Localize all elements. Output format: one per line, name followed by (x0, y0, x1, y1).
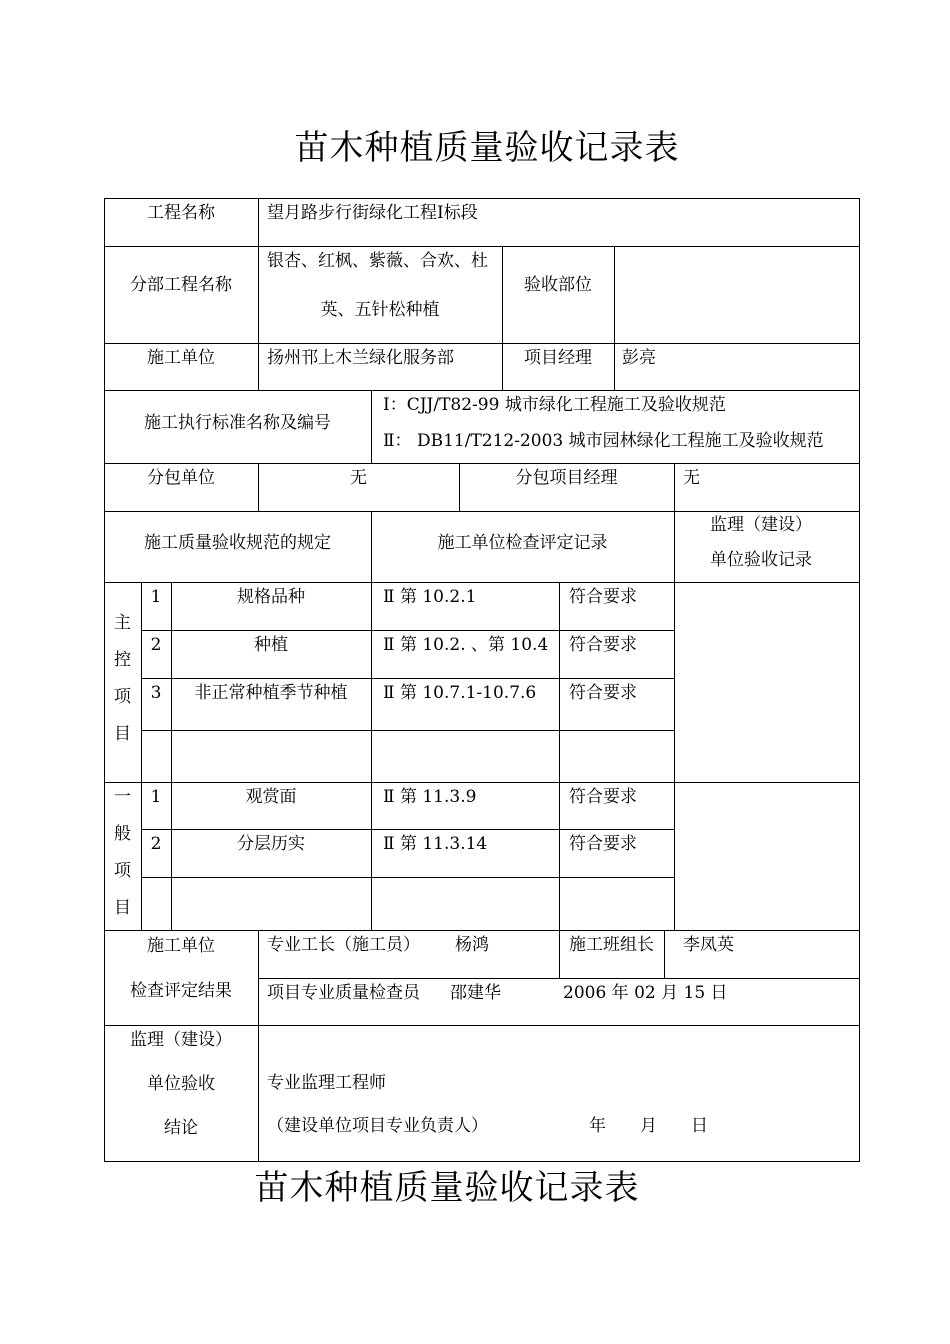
table-rule (258, 930, 259, 1162)
table-rule (141, 678, 674, 679)
table-rule (104, 930, 860, 931)
table-rule (258, 198, 259, 391)
row-number: 3 (150, 683, 162, 703)
row-number: 1 (150, 787, 162, 807)
contractor-label: 施工单位 (147, 348, 215, 368)
table-rule (371, 390, 372, 464)
table-rule (664, 930, 665, 979)
row-number: 2 (150, 635, 162, 655)
foreman-value: 杨鸿 (455, 935, 489, 955)
subcontractor-value: 无 (350, 468, 367, 488)
table-rule (559, 930, 560, 979)
page-title: 苗木种植质量验收记录表 (294, 128, 680, 168)
table-rule (859, 198, 860, 1162)
row-item: 种植 (254, 635, 288, 655)
sub-pm-label: 分包项目经理 (515, 468, 618, 488)
table-rule (104, 343, 860, 344)
main-items-group-label: 项 (114, 687, 131, 707)
spec-header: 施工质量验收规范的规定 (144, 533, 331, 553)
contractor-value: 扬州邗上木兰绿化服务部 (267, 348, 454, 368)
general-items-group-label: 般 (114, 824, 131, 844)
row-result: 符合要求 (569, 683, 637, 703)
table-rule (141, 829, 674, 830)
table-rule (104, 1161, 860, 1162)
row-result: 符合要求 (569, 834, 637, 854)
row-clause: Ⅱ 第 11.3.14 (383, 834, 488, 854)
standard-line2: Ⅱ： DB11/T212-2003 城市园林绿化工程施工及验收规范 (383, 431, 824, 451)
row-result: 符合要求 (569, 587, 637, 607)
project-manager-value: 彭亮 (622, 348, 656, 368)
row-item: 非正常种植季节种植 (194, 683, 348, 703)
table-rule (141, 630, 674, 631)
main-items-group-label: 目 (114, 724, 131, 744)
supervision-label-line1: 监理（建设） (130, 1030, 232, 1050)
table-rule (559, 582, 560, 931)
sub-project-label: 分部工程名称 (130, 275, 232, 295)
supervision-label-line2: 单位验收 (147, 1074, 215, 1094)
table-rule (614, 246, 615, 391)
table-rule (104, 782, 860, 783)
subcontractor-label: 分包单位 (147, 468, 215, 488)
foreman-label: 专业工长（施工员） (267, 935, 420, 955)
standard-line1: Ⅰ：CJJ/T82-99 城市绿化工程施工及验收规范 (383, 395, 726, 415)
table-rule (104, 582, 860, 583)
row-item: 观赏面 (245, 787, 297, 807)
table-rule (141, 730, 674, 731)
general-items-group-label: 项 (114, 861, 131, 881)
row-clause: Ⅱ 第 10.2.1 (383, 587, 477, 607)
supervision-label-line3: 结论 (164, 1118, 198, 1138)
row-result: 符合要求 (569, 787, 637, 807)
sub-pm-value: 无 (683, 468, 700, 488)
supervisor-header-line2: 单位验收记录 (710, 550, 812, 570)
table-rule (104, 198, 860, 199)
sub-project-value-line2: 英、五针松种植 (320, 300, 440, 320)
check-result-label-line1: 施工单位 (147, 936, 215, 956)
contractor-record-header: 施工单位检查评定记录 (437, 533, 608, 553)
table-rule (104, 390, 860, 391)
main-items-group-label: 控 (114, 650, 131, 670)
check-result-label-line2: 检查评定结果 (130, 981, 232, 1001)
main-items-group-label: 主 (114, 613, 131, 633)
row-number: 1 (150, 587, 162, 607)
inspector-value: 邵建华 (450, 983, 501, 1003)
sub-project-value-line1: 银杏、红枫、紫薇、合欢、杜 (267, 251, 488, 271)
row-clause: Ⅱ 第 10.2. 、第 10.4 (383, 635, 549, 655)
team-leader-label: 施工班组长 (569, 935, 654, 955)
table-rule (674, 511, 675, 931)
supervisor-header-line1: 监理（建设） (710, 515, 812, 535)
table-rule (104, 246, 860, 247)
row-clause: Ⅱ 第 11.3.9 (383, 787, 477, 807)
page-title-repeat: 苗木种植质量验收记录表 (254, 1168, 640, 1208)
supervising-engineer-label: 专业监理工程师 (267, 1073, 386, 1093)
table-rule (371, 511, 372, 931)
table-rule (104, 511, 860, 512)
project-name-label: 工程名称 (147, 203, 215, 223)
table-rule (674, 463, 675, 512)
table-rule (104, 1025, 860, 1026)
check-date: 2006 年 02 月 15 日 (563, 983, 728, 1003)
general-items-group-label: 目 (114, 898, 131, 918)
owner-representative-label: （建设单位项目专业负责人） (267, 1116, 488, 1136)
general-items-group-label: 一 (114, 787, 131, 807)
supervision-date: 年 月 日 (589, 1116, 708, 1136)
row-number: 2 (150, 834, 162, 854)
table-rule (502, 246, 503, 391)
inspector-label: 项目专业质量检查员 (267, 983, 420, 1003)
acceptance-part-label: 验收部位 (524, 275, 592, 295)
table-rule (104, 198, 105, 1162)
project-manager-label: 项目经理 (524, 348, 592, 368)
standard-label: 施工执行标准名称及编号 (144, 413, 331, 433)
project-name-value: 望月路步行街绿化工程Ⅰ标段 (267, 203, 478, 223)
team-leader-value: 李凤英 (683, 935, 734, 955)
row-clause: Ⅱ 第 10.7.1-10.7.6 (383, 683, 537, 703)
table-rule (141, 877, 674, 878)
row-result: 符合要求 (569, 635, 637, 655)
row-item: 分层历实 (237, 834, 305, 854)
row-item: 规格品种 (237, 587, 305, 607)
table-rule (104, 463, 860, 464)
